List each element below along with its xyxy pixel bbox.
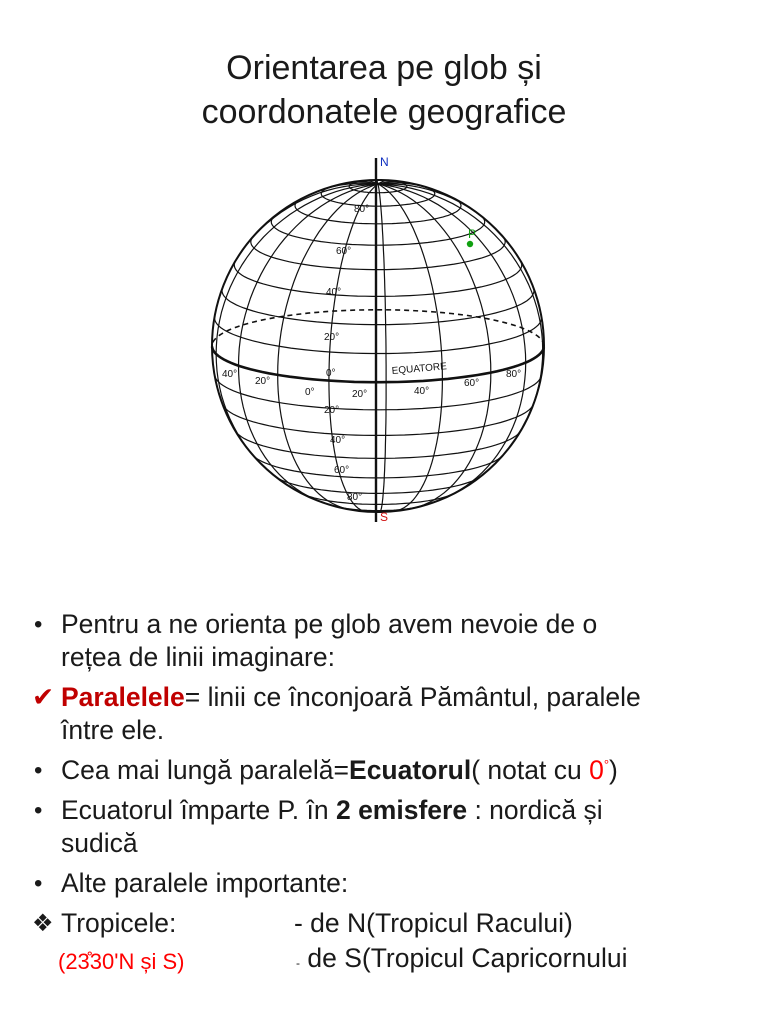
lat-label-s20: 20° [324, 405, 340, 416]
tropic-north: - de N(Tropicul Racului) [294, 908, 573, 938]
bullet-parallels [34, 681, 754, 747]
hemispheres-text-post: : nordică și [467, 795, 603, 825]
equator-text-end: ) [609, 755, 618, 785]
parallel-line [223, 405, 533, 436]
parallel-line [234, 261, 521, 296]
meridian-line [329, 184, 378, 511]
diamond-bullet-icon: ❖ [32, 910, 54, 937]
hemispheres-line-2: sudică [61, 828, 138, 858]
lon-label-w20: 20° [255, 376, 271, 387]
checkmark-icon: ✔ [32, 682, 55, 712]
lat-label-n60: 60° [336, 246, 352, 257]
tropics-row-1 [61, 907, 754, 942]
tropics-label: Tropicele: [61, 908, 177, 938]
parallels-term: Paralelele [61, 682, 185, 712]
north-label: N [380, 155, 389, 169]
tropic-south-wrap [296, 942, 627, 980]
tropics-coordinates-note: (23̊30'N și S) [58, 949, 185, 974]
bullet-network [34, 608, 754, 674]
bullet-dot: • [34, 870, 43, 897]
parallel-line [251, 237, 505, 270]
equator-degree: ° [603, 757, 610, 773]
equator-zero: 0 [589, 755, 604, 785]
lon-label-e80: 80° [506, 369, 522, 380]
tropic-south: de S(Tropicul Capricornului [307, 943, 628, 973]
other-parallels-text: Alte paralele importante: [61, 868, 349, 898]
title-line-2: coordonatele geografice [201, 93, 567, 131]
bullet-dot: • [34, 611, 43, 638]
lon-label-0: 0° [305, 387, 315, 398]
parallel-line [271, 216, 484, 245]
equator-text-pre: Cea mai lungă paralelă= [61, 755, 350, 785]
south-label: S [380, 510, 389, 524]
equator-text-mid: ( notat cu [471, 755, 590, 785]
globe-outline [212, 180, 544, 512]
content-bullets [34, 608, 754, 977]
equator-term: Ecuatorul [349, 755, 472, 785]
bullet-equator [34, 754, 754, 787]
lon-label-e60: 60° [464, 378, 480, 389]
lat-label-s40: 40° [330, 435, 346, 446]
bullet-dot: • [34, 797, 43, 824]
point-p-marker [467, 241, 473, 247]
tropics-row-2 [34, 942, 754, 977]
lat-label-n20: 20° [324, 332, 340, 343]
lat-label-s60: 60° [334, 465, 350, 476]
bullet-tropics [34, 907, 754, 942]
meridian-line [278, 184, 378, 509]
parallel-line [215, 317, 542, 354]
lat-label-n80: 80° [354, 204, 370, 215]
meridian-line [378, 184, 442, 511]
tropic-south-dash: - [296, 956, 300, 970]
lon-label-e40: 40° [414, 386, 430, 397]
bullet-other-parallels [34, 867, 754, 900]
parallels-definition: = linii ce înconjoară Pământul, paralele [184, 682, 641, 712]
lat-label-0: 0° [326, 368, 336, 379]
bullet-network-line-1: Pentru a ne orienta pe glob avem nevoie de o [61, 609, 598, 639]
equator-label: EQUATORE [391, 361, 448, 377]
bullet-hemispheres [34, 794, 754, 860]
page-title [0, 46, 768, 134]
globe-diagram [200, 150, 550, 530]
bullet-network-line-2: rețea de linii imaginare: [61, 642, 335, 672]
bullet-dot: • [34, 757, 43, 784]
equator-back-dashed [212, 310, 544, 346]
lat-label-s80: 80° [347, 492, 363, 503]
meridian-line [378, 184, 543, 424]
title-line-1: Orientarea pe glob și [226, 49, 542, 87]
meridian-line [378, 184, 386, 512]
lon-label-e20: 20° [352, 389, 368, 400]
parallels-definition-line-2: între ele. [61, 715, 165, 745]
lon-label-w40: 40° [222, 369, 238, 380]
hemispheres-text-pre: Ecuatorul împarte P. în [61, 795, 336, 825]
lat-label-n40: 40° [326, 287, 342, 298]
point-label: P [468, 227, 477, 241]
hemispheres-term: 2 emisfere [335, 795, 468, 825]
